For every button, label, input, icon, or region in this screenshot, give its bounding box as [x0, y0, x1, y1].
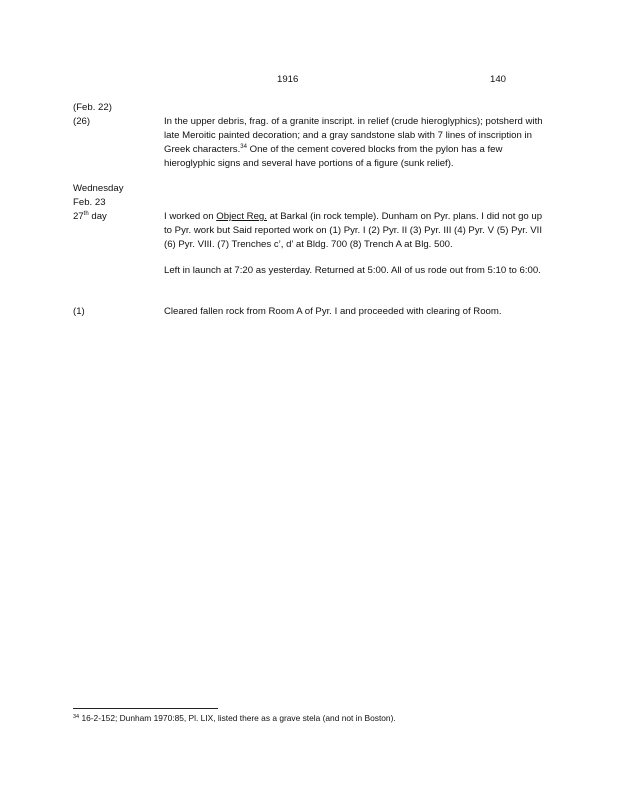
footnote	[73, 712, 396, 724]
footnote-ref: 34	[240, 144, 247, 150]
paragraph-feb-23	[145, 210, 545, 252]
paragraph-text: Left in launch at 7:20 as yesterday. Returned at 5:00. All of us rode out from 5:10 to 6:00.	[164, 265, 541, 276]
paragraph-launch	[145, 264, 545, 278]
page-number: 140	[490, 74, 507, 85]
paragraph-room-a	[145, 305, 545, 319]
paragraph-text-a: I worked on	[164, 211, 217, 222]
entry-date-feb-23: Feb. 23	[73, 197, 106, 208]
paragraph-text	[145, 115, 545, 171]
footnote-text: 16-2-152; Dunham 1970:85, Pl. LIX, listed there as a grave stela (and not in Boston).	[79, 713, 396, 723]
paragraph-text-b: One of the cement covered blocks from the pylon has a few hieroglyphic signs and several have portions of a figure (sunk relief).	[164, 144, 503, 169]
entry-date-feb-22: (Feb. 22)	[73, 102, 112, 113]
paragraph-text-a: In the upper debris, frag. of a granite inscript. in relief (crude hieroglyphics); potsherd with late Meroitic painted decoration; and a gray sandstone slab with 7 lines of inscription in Greek characters.	[164, 116, 543, 155]
page-year: 1916	[277, 74, 299, 85]
entry-weekday: Wednesday	[73, 183, 124, 194]
paragraph-text: Cleared fallen rock from Room A of Pyr. I and proceeded with clearing of Room.	[164, 306, 502, 317]
day-suffix: th	[83, 211, 89, 217]
paragraph-text	[145, 210, 545, 252]
footnote-separator	[73, 708, 218, 709]
entry-number-1: (1)	[73, 306, 85, 317]
paragraph-feb-22	[145, 115, 545, 171]
day-word: day	[88, 211, 107, 222]
entry-day-count	[73, 210, 107, 224]
footnote-number: 34	[73, 714, 80, 720]
entry-number-26: (26)	[73, 116, 91, 127]
object-reg-underlined: Object Reg.	[216, 211, 267, 222]
paragraph-text-b: at Barkal (in rock temple). Dunham on Pyr. plans. I did not go up to Pyr. work but Said reported work on (1) Pyr. I (2) Pyr. II (3) Pyr. III (4) Pyr. V (5) Pyr. VII (6) Pyr. VIII. (7) Trenches c’, d’ at Bldg. 700 (8) Trench A at Blg. 500.	[164, 211, 543, 250]
day-number: 27	[73, 211, 84, 222]
